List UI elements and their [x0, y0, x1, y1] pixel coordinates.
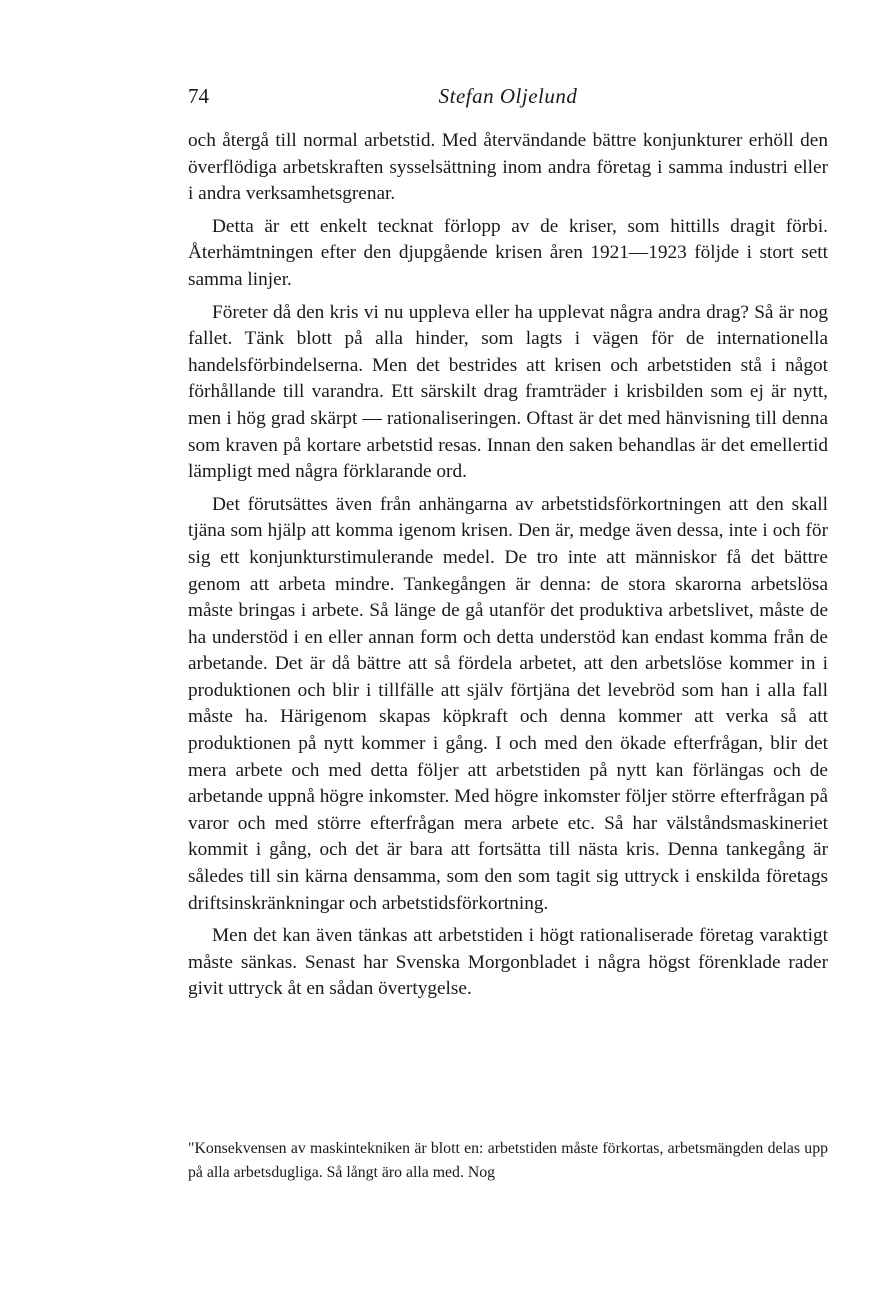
page-header	[188, 84, 828, 114]
body-text	[188, 128, 828, 1009]
running-head: Stefan Oljelund	[438, 84, 578, 108]
paragraph: Det förutsättes även från anhängarna av arbetstidsförkortningen att den skall tjäna som hjälp att komma igenom krisen. Den är, medge även dessa, inte i och för sig ett konjunkturstimulerande medel. De tro inte att människor få det bättre genom att arbeta mindre. Tankegången är denna: de stora skarorna arbetslösa måste bringas i arbete. Så länge de gå utanför det produktiva arbetslivet, måste de ha understöd i en eller annan form och detta understöd kan endast komma från de arbetande. Det är då bättre att så fördela arbetet, att den arbetslöse kommer in i produktionen och blir i tillfälle att själv förtjäna det levebröd som han i alla fall måste ha. Härigenom skapas köpkraft och denna kommer att verka så att produktionen på nytt kommer i gång. I och med den ökade efterfrågan, blir det mera arbete och med detta följer att arbetstiden på nytt kan förlängas och de arbetande uppnå högre inkomster. Med högre inkomster följer större efterfrågan på varor och med större efterfrågan mera arbete etc. Så har välståndsmaskineriet kommit i gång, och det är bara att fortsätta till nästa kris. Denna tankegång är således till sin kärna densamma, som den som tagit sig uttryck i enskilda företags driftsinskränkningar och arbetstidsförkortning.	[188, 493, 828, 914]
paragraph: Företer då den kris vi nu uppleva eller ha upplevat några andra drag? Så är nog fallet. Tänk blott på alla hinder, som lagts i vägen för de internationella handelsförbindelserna. Men det bestrides att krisen och arbetstiden stå i något förhållande till varandra. Ett särskilt drag framträder i krisbilden som ej är nytt, men i hög grad skärpt — rationaliseringen. Oftast är det med hänvisning till denna som kraven på kortare arbetstid resas. Innan den saken behandlas är det emellertid lämpligt med några förklarande ord.	[188, 301, 828, 483]
quotation-text: "Konsekvensen av maskintekniken är blott en: arbetstiden måste förkortas, arbetsmängden delas upp på alla arbetsdugliga. Så långt äro alla med. Nog	[188, 1140, 828, 1181]
paragraph: och återgå till normal arbetstid. Med återvändande bättre konjunkturer erhöll den överflödiga arbetskraften sysselsättning inom andra företag i samma industri eller i andra verksamhetsgrenar.	[188, 130, 828, 205]
page-number: 74	[188, 84, 209, 108]
paragraph: Men det kan även tänkas att arbetstiden i högt rationaliserade företag varaktigt måste sänkas. Senast har Svenska Morgonbladet i några högst förenklade rader givit uttryck åt en sådan övertygelse.	[188, 925, 828, 1000]
paragraph: Detta är ett enkelt tecknat förlopp av de kriser, som hittills dragit förbi. Återhämtningen efter den djupgående krisen åren 1921—1923 följde i stort sett samma linjer.	[188, 215, 828, 290]
